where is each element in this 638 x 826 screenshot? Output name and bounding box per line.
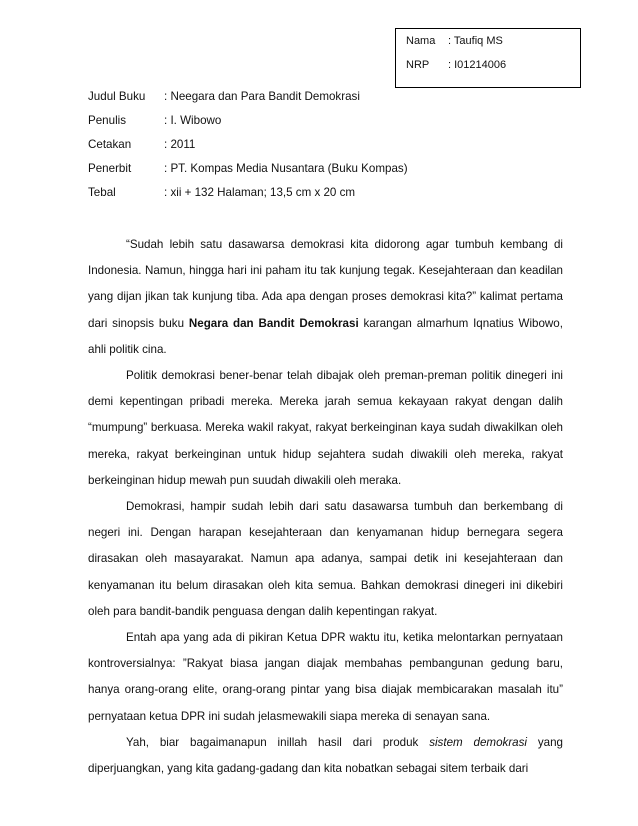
book-info-value: : PT. Kompas Media Nusantara (Buku Kompas) [164, 162, 408, 175]
book-info-value: : Neegara dan Para Bandit Demokrasi [164, 90, 360, 103]
book-title-row [88, 88, 568, 112]
name-row [406, 34, 503, 48]
book-info-label: Penerbit [88, 162, 132, 175]
book-title-emphasis: Negara dan Bandit Demokrasi [188, 316, 359, 330]
paragraph-dpr: Entah apa yang ada di pikiran Ketua DPR waktu itu, ketika melontarkan pernyataan kontroversialnya: ”Rakyat biasa jangan diajak membahas pembangunan gedung baru, hanya orang-orang elite, orang-orang pintar yang bisa diajak membicarakan masalah itu” pernyataan ketua DPR ini sudah jelasmewakili siapa mereka di senayan sana. [88, 631, 563, 723]
paragraph-politics: Politik demokrasi bener-benar telah dibajak oleh preman-preman politik dinegeri ini demi kepentingan pribadi mereka. Mereka jarah semua kekayaan rakyat dengan dalih “mumpung” berkuasa. Mereka wakil rakyat, rakyat berkeinginan kaya sudah diwakilkan oleh mereka, rakyat berkeinginan untuk hidup sejahtera sudah diwakili oleh mereka, rakyat berkeinginan hidup mewah pun suudah diwakili oleh meraka. [88, 369, 563, 487]
book-size-row [88, 184, 568, 208]
nrp-row [406, 58, 506, 72]
name-value: : Taufiq MS [448, 35, 503, 47]
student-identity-box [395, 28, 581, 88]
book-info-label: Tebal [88, 186, 116, 199]
paragraph-text: “Sudah lebih satu dasawarsa demokrasi kita didorong agar tumbuh kembang di Indonesia. Namun, hingga hari ini paham itu tak kunjung tegak. Kesejahteraan dan keadilan yang dijan jikan tak kunjung tiba. Ada apa dengan proses demokrasi kita?” kalimat pertama dari sinopsis buku [88, 238, 563, 330]
italic-term: sistem demokrasi [429, 735, 528, 749]
paragraph-text: yang diperjuangkan, yang kita gadang-gadang dan kita nobatkan sebagai sitem terbaik dari [88, 735, 563, 776]
review-body [88, 232, 563, 782]
paragraph-text: karangan almarhum Iqnatius Wibowo, ahli politik cina. [88, 316, 563, 356]
book-info-label: Cetakan [88, 138, 132, 151]
book-info-label: Judul Buku [88, 90, 146, 103]
book-info-value: : I. Wibowo [164, 114, 222, 127]
book-info [88, 88, 568, 208]
book-publisher-row [88, 160, 568, 184]
paragraph-synopsis [88, 232, 563, 363]
book-info-value: : 2011 [164, 138, 196, 151]
nrp-value: : I01214006 [448, 59, 507, 71]
nrp-label: NRP [406, 59, 430, 71]
paragraph-conclusion [88, 730, 563, 782]
paragraph-democracy: Demokrasi, hampir sudah lebih dari satu dasawarsa tumbuh dan berkembang di negeri ini. Dengan harapan kesejahteraan dan kenyamanan hidup bernegara segera dirasakan oleh masayarakat. Namun apa adanya, sampai detik ini kesejahteraan dan kenyamanan itu belum dirasakan oleh kita semua. Bahkan demokrasi dinegeri ini dikebiri oleh para bandit-bandik penguasa dengan dalih kepentingan rakyat. [88, 500, 563, 618]
book-author-row [88, 112, 568, 136]
book-info-value: : xii + 132 Halaman; 13,5 cm x 20 cm [164, 186, 356, 199]
book-print-row [88, 136, 568, 160]
paragraph-text: Yah, biar bagaimanapun inillah hasil dari produk [126, 735, 430, 749]
name-label: Nama [406, 35, 436, 47]
book-info-label: Penulis [88, 114, 127, 127]
